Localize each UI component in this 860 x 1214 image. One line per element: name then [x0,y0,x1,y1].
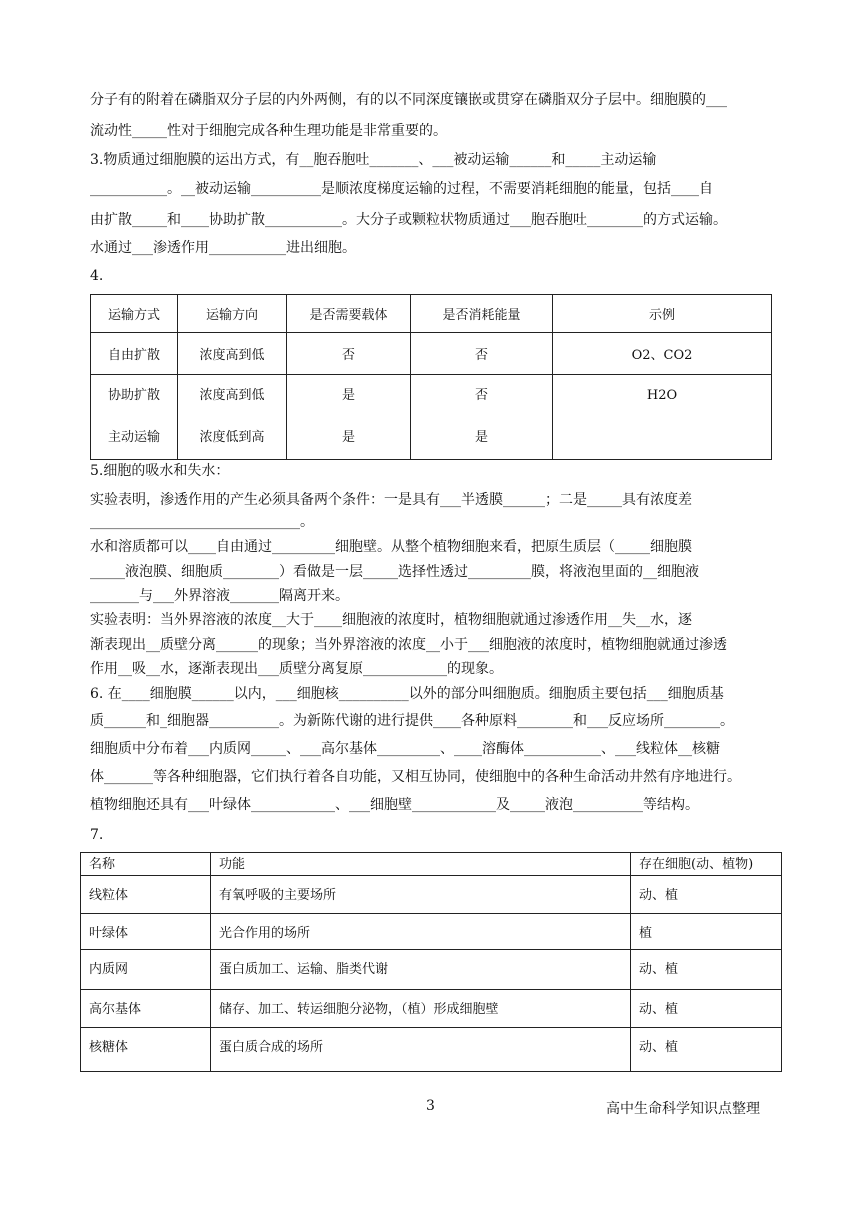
text-line: 渐表现出__质壁分离______的现象；当外界溶液的浓度__小于___细胞液的浓度时，植物细胞就通过渗透 [90,637,727,653]
table-cell: 动、植 [631,876,782,914]
text-line: 作用__吸__水，逐渐表现出___质壁分离复原____________的现象。 [90,661,503,677]
table-cell: 动、植 [631,990,782,1028]
table-row [81,950,782,990]
table-header: 是否消耗能量 [411,295,553,333]
table-row [81,990,782,1028]
table-row [81,853,782,876]
table-cell: 储存、加工、转运细胞分泌物，（植）形成细胞壁 [211,990,631,1028]
table-header: 是否需要载体 [287,295,411,333]
text-line: _______与___外界溶液_______隔离开来。 [90,588,349,604]
table-cell: 有氧呼吸的主要场所 [211,876,631,914]
table-cell: 光合作用的场所 [211,914,631,950]
transport-table [90,294,772,460]
text-line: 3.物质通过细胞膜的运出方式，有__胞吞胞吐_______、___被动运输______和_____主动运输 [90,152,657,168]
text-line: 水和溶质都可以____自由通过_________细胞壁。从整个植物细胞来看，把原生质层（_____细胞膜 [90,539,692,555]
table-cell: 动、植 [631,950,782,990]
text-line: 体_______等各种细胞器，它们执行着各自功能，又相互协同，使细胞中的各种生命活动井然有序地进行。 [90,769,741,785]
text-line: 由扩散_____和____协助扩散___________。大分子或颗粒状物质通过___胞吞胞吐________的方式运输。 [90,212,727,228]
text-line: 水通过___渗透作用___________进出细胞。 [90,240,356,256]
table-cell: 核糖体 [81,1028,211,1072]
text-line: 6. 在____细胞膜______以内，___细胞核__________以外的部分叫细胞质。细胞质主要包括___细胞质基 [90,686,724,702]
table-row [81,914,782,950]
section-number: 7. [90,827,104,843]
text-line: 实验表明，渗透作用的产生必须具备两个条件：一是具有___半透膜______；二是_____具有浓度差 [90,492,692,508]
table-cell: 协助扩散 主动运输 [91,375,178,460]
page-number: 3 [426,1098,435,1114]
table-cell: 蛋白质合成的场所 [211,1028,631,1072]
table-cell: O2、CO2 [553,333,772,375]
table-header: 存在细胞(动、植物) [631,853,782,876]
table-cell: 浓度高到低 [178,333,287,375]
table-row [81,876,782,914]
text-line: ______________________________。 [90,514,314,530]
table-cell: 叶绿体 [81,914,211,950]
table-cell: 植 [631,914,782,950]
table-cell: 线粒体 [81,876,211,914]
organelle-table [80,852,782,1072]
table-cell: 高尔基体 [81,990,211,1028]
text-line: 植物细胞还具有___叶绿体____________、___细胞壁____________及_____液泡__________等结构。 [90,797,699,813]
text-line: 实验表明：当外界溶液的浓度__大于____细胞液的浓度时，植物细胞就通过渗透作用__失__水，逐 [90,612,692,628]
text-line: 分子有的附着在磷脂双分子层的内外两侧，有的以不同深度镶嵌或贯穿在磷脂双分子层中。细胞膜的___ [90,92,727,108]
table-header: 运输方向 [178,295,287,333]
table-cell: H2O [553,375,772,460]
table-cell: 否 是 [411,375,553,460]
table-cell: 是 是 [287,375,411,460]
section-heading: 5.细胞的吸水和失水： [90,463,230,479]
table-row [91,375,772,460]
table-header: 示例 [553,295,772,333]
table-cell: 自由扩散 [91,333,178,375]
table-cell: 内质网 [81,950,211,990]
table-row [81,1028,782,1072]
table-header: 名称 [81,853,211,876]
table-cell: 否 [411,333,553,375]
text-line: 质______和_细胞器__________。为新陈代谢的进行提供____各种原料________和___反应场所________。 [90,713,734,729]
table-cell: 蛋白质加工、运输、脂类代谢 [211,950,631,990]
table-row [91,333,772,375]
text-line: _____液泡膜、细胞质________）看做是一层_____选择性透过_________膜，将液泡里面的__细胞液 [90,564,699,580]
section-number: 4. [90,268,104,284]
text-line: ___________。__被动运输__________是顺浓度梯度运输的过程，不需要消耗细胞的能量，包括____自 [90,181,713,197]
table-cell: 浓度高到低 浓度低到高 [178,375,287,460]
table-cell: 否 [287,333,411,375]
text-line: 细胞质中分布着___内质网_____、___高尔基体_________、____溶酶体___________、___线粒体__核糖 [90,741,720,757]
table-cell: 动、植 [631,1028,782,1072]
table-header: 功能 [211,853,631,876]
footer-title: 高中生命科学知识点整理 [606,1101,760,1117]
table-header: 运输方式 [91,295,178,333]
text-line: 流动性_____性对于细胞完成各种生理功能是非常重要的。 [90,123,447,139]
